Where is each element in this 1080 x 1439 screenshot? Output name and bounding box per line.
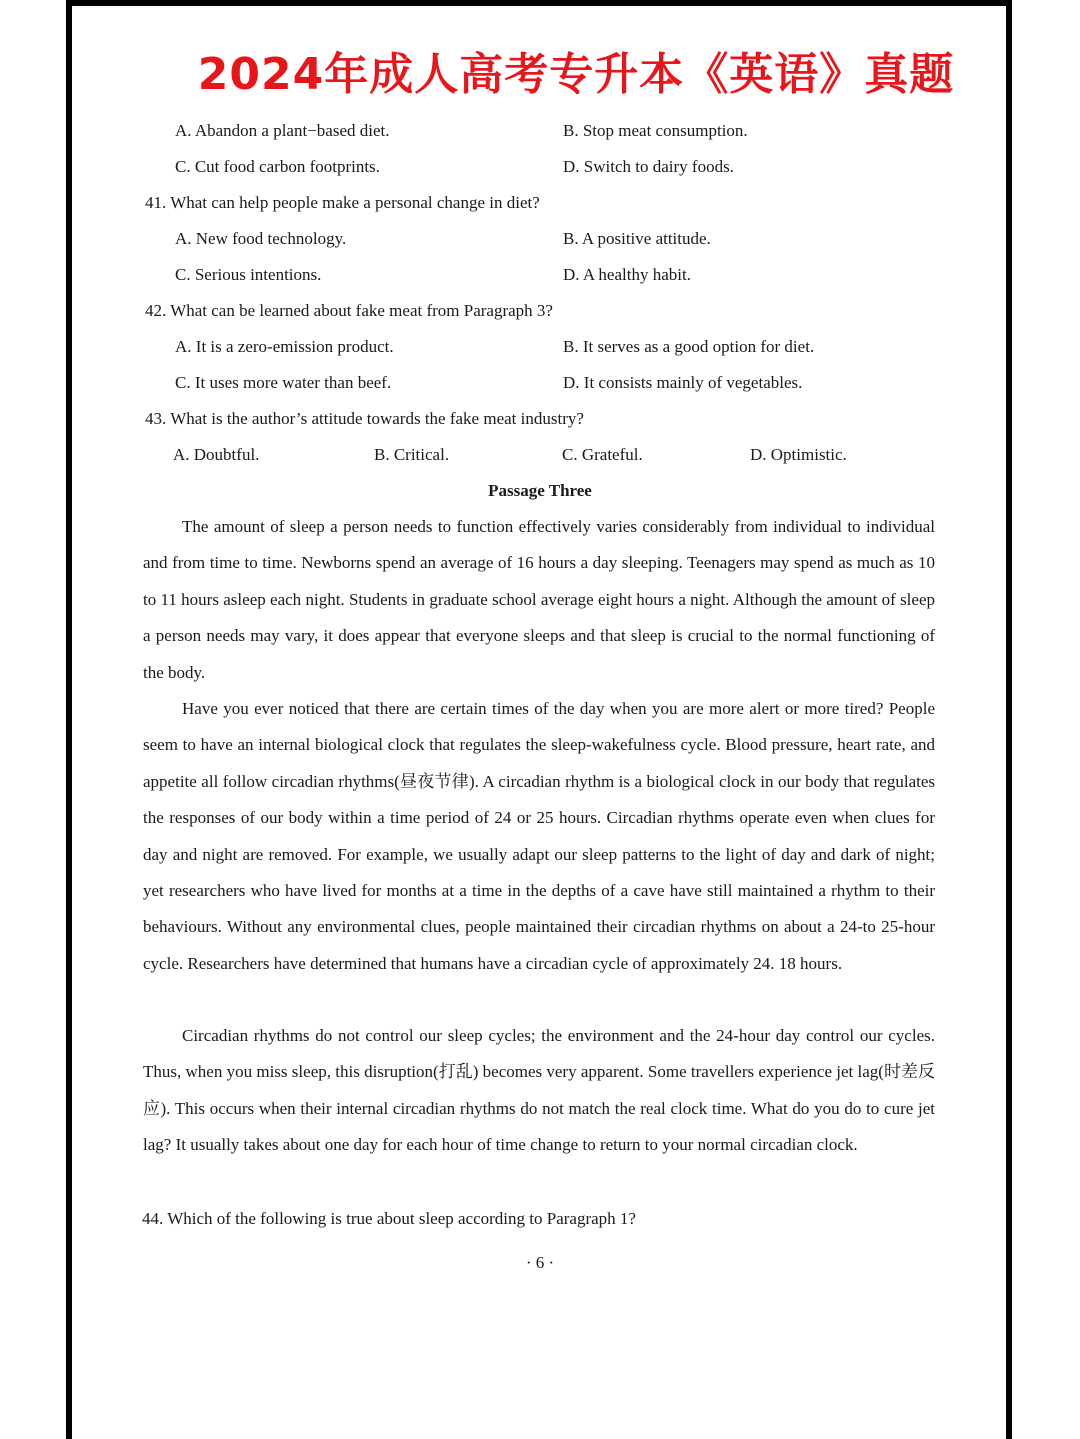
q40-option-c: C. Cut food carbon footprints. bbox=[175, 157, 380, 176]
q44-stem: 44. Which of the following is true about sleep according to Paragraph 1? bbox=[142, 1209, 636, 1228]
q42-option-d: D. It consists mainly of vegetables. bbox=[563, 373, 803, 392]
q40-option-d: D. Switch to dairy foods. bbox=[563, 157, 734, 176]
paragraph-1-text: The amount of sleep a person needs to function effectively varies considerably from individual to individual and from time to time. Newborns spend an average of 16 hours a day sleeping. Teenagers may spend as much as 10 to 11 hours asleep each night. Students in graduate school average eight hours a night. Although the amount of sleep a person needs may vary, it does appear that everyone sleeps and that sleep is crucial to the normal functioning of the body. bbox=[143, 517, 935, 682]
paragraph-2-text: Have you ever noticed that there are certain times of the day when you are more alert or more tired? People seem to have an internal biological clock that regulates the sleep-wakefulness cycle. Blood pressure, heart rate, and appetite all follow circadian rhythms(昼夜节律). A circadian rhythm is a biological clock in our body that regulates the responses of our body within a time period of 24 or 25 hours. Circadian rhythms operate even when clues for day and night are removed. For example, we usually adapt our sleep patterns to the light of day and dark of night; yet researchers who have lived for months at a time in the depths of a cave have still maintained a rhythm to their behaviours. Without any environmental clues, people maintained their circadian rhythms on about a 24-to 25-hour cycle. Researchers have determined that humans have a circadian cycle of approximately 24. 18 hours. bbox=[143, 699, 935, 973]
q43-option-a: A. Doubtful. bbox=[173, 445, 260, 464]
passage-paragraph-3 bbox=[143, 1018, 935, 1164]
q43-option-d: D. Optimistic. bbox=[750, 445, 847, 464]
page-number: · 6 · bbox=[525, 1253, 555, 1272]
q41-stem: 41. What can help people make a personal change in diet? bbox=[145, 193, 540, 212]
passage-paragraph-1 bbox=[143, 509, 935, 691]
q41-option-d: D. A healthy habit. bbox=[563, 265, 691, 284]
q42-option-c: C. It uses more water than beef. bbox=[175, 373, 392, 392]
q41-option-c: C. Serious intentions. bbox=[175, 265, 322, 284]
paragraph-3-text: Circadian rhythms do not control our sleep cycles; the environment and the 24-hour day control our cycles. Thus, when you miss sleep, this disruption(打乱) becomes very apparent. Some travellers experience jet lag(时差反应). This occurs when their internal circadian rhythms do not match the real clock time. What do you do to cure jet lag? It usually takes about one day for each hour of time change to return to your normal circadian clock. bbox=[143, 1026, 935, 1155]
q41-option-b: B. A positive attitude. bbox=[563, 229, 711, 248]
q42-option-a: A. It is a zero-emission product. bbox=[175, 337, 394, 356]
passage-title: Passage Three bbox=[488, 481, 592, 500]
passage-paragraph-2 bbox=[143, 691, 935, 982]
q40-option-b: B. Stop meat consumption. bbox=[563, 121, 748, 140]
q41-option-a: A. New food technology. bbox=[175, 229, 347, 248]
q40-option-a: A. Abandon a plant−based diet. bbox=[175, 121, 390, 140]
q43-option-c: C. Grateful. bbox=[562, 445, 643, 464]
q42-option-b: B. It serves as a good option for diet. bbox=[563, 337, 815, 356]
q42-stem: 42. What can be learned about fake meat from Paragraph 3? bbox=[145, 301, 553, 320]
q43-stem: 43. What is the author’s attitude towards the fake meat industry? bbox=[145, 409, 584, 428]
page-title: 2024年成人高考专升本《英语》真题 bbox=[197, 49, 955, 100]
q43-option-b: B. Critical. bbox=[374, 445, 450, 464]
